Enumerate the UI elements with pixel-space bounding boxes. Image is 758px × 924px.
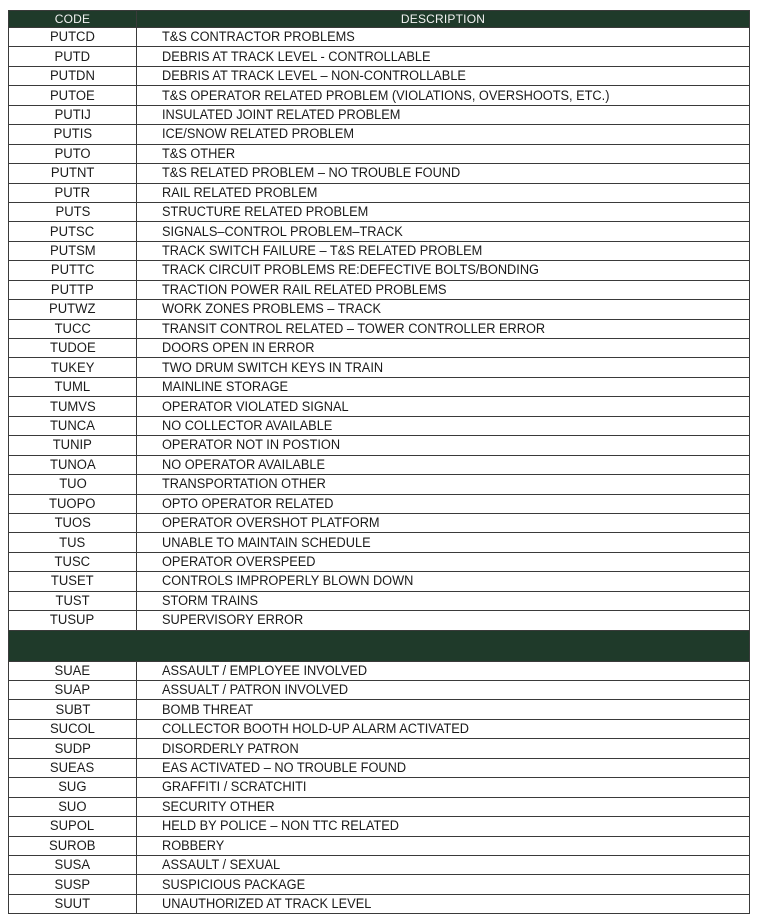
description-cell [137, 377, 750, 396]
table-row [9, 202, 750, 221]
table-row [9, 572, 750, 591]
description-cell [137, 681, 750, 700]
code-cell [9, 572, 137, 591]
description-cell [137, 300, 750, 319]
description-cell [137, 455, 750, 474]
code-text: SUEAS [50, 759, 95, 776]
code-cell [9, 475, 137, 494]
description-cell [137, 533, 750, 552]
code-text: TUOPO [49, 495, 96, 512]
code-text: TUMVS [49, 398, 96, 415]
description-cell [137, 241, 750, 260]
table-row [9, 875, 750, 894]
code-cell [9, 758, 137, 777]
description-cell [137, 611, 750, 630]
code-text: SUG [58, 779, 87, 796]
description-text: OPERATOR OVERSHOT PLATFORM [162, 515, 380, 532]
code-text: TUCC [54, 320, 91, 337]
code-text: TUST [55, 592, 90, 609]
description-cell [137, 778, 750, 797]
table-row [9, 552, 750, 571]
code-text: PUTIJ [54, 106, 91, 123]
table-row [9, 261, 750, 280]
description-cell [137, 719, 750, 738]
code-cell [9, 778, 137, 797]
code-cell [9, 222, 137, 241]
table-row [9, 377, 750, 396]
description-text: RAIL RELATED PROBLEM [162, 184, 318, 201]
code-cell [9, 339, 137, 358]
description-cell [137, 817, 750, 836]
code-cell [9, 358, 137, 377]
description-text: WORK ZONES PROBLEMS – TRACK [162, 301, 382, 318]
description-cell [137, 105, 750, 124]
table-row [9, 436, 750, 455]
code-cell [9, 661, 137, 680]
table-row [9, 661, 750, 680]
description-cell [137, 661, 750, 680]
code-text: TUKEY [50, 359, 95, 376]
code-text: PUTWZ [49, 301, 96, 318]
description-cell [137, 552, 750, 571]
code-text: TUSUP [50, 612, 95, 629]
table-row [9, 47, 750, 66]
code-cell [9, 86, 137, 105]
column-header-code: CODE [9, 11, 137, 28]
code-cell [9, 183, 137, 202]
code-cell [9, 681, 137, 700]
code-text: PUTTC [50, 262, 95, 279]
table-row [9, 280, 750, 299]
code-text: SUDP [54, 740, 91, 757]
table-row [9, 125, 750, 144]
description-cell [137, 797, 750, 816]
description-cell [137, 513, 750, 532]
code-cell [9, 144, 137, 163]
description-text: OPERATOR NOT IN POSTION [162, 437, 341, 454]
code-text: SUSP [54, 876, 91, 893]
table-row [9, 700, 750, 719]
table-row [9, 300, 750, 319]
table-row [9, 778, 750, 797]
description-cell [137, 125, 750, 144]
code-cell [9, 319, 137, 338]
table-row [9, 28, 750, 47]
code-cell [9, 591, 137, 610]
description-text: TRANSPORTATION OTHER [162, 476, 326, 493]
description-text: UNABLE TO MAINTAIN SCHEDULE [162, 534, 371, 551]
description-text: NO OPERATOR AVAILABLE [162, 456, 325, 473]
code-cell [9, 202, 137, 221]
description-cell [137, 436, 750, 455]
code-cell [9, 377, 137, 396]
code-text: SUBT [55, 701, 90, 718]
description-text: T&S OTHER [162, 145, 236, 162]
table-row [9, 681, 750, 700]
description-cell [137, 591, 750, 610]
code-cell [9, 700, 137, 719]
code-cell [9, 533, 137, 552]
code-cell [9, 416, 137, 435]
code-text: PUTO [54, 145, 91, 162]
description-text: SUSPICIOUS PACKAGE [162, 876, 306, 893]
description-text: UNAUTHORIZED AT TRACK LEVEL [162, 896, 372, 913]
code-cell [9, 611, 137, 630]
description-cell [137, 280, 750, 299]
code-text: SUSA [54, 857, 91, 874]
table-row [9, 817, 750, 836]
description-text: NO COLLECTOR AVAILABLE [162, 417, 333, 434]
description-text: BOMB THREAT [162, 701, 254, 718]
code-text: TUNIP [52, 437, 93, 454]
column-header-description: DESCRIPTION [137, 11, 750, 28]
code-cell [9, 855, 137, 874]
description-cell [137, 416, 750, 435]
table-row [9, 836, 750, 855]
code-text: PUTCD [50, 29, 95, 46]
table-row [9, 397, 750, 416]
code-cell [9, 797, 137, 816]
code-text: PUTTP [51, 281, 94, 298]
description-cell [137, 572, 750, 591]
table-row [9, 894, 750, 913]
table-row [9, 86, 750, 105]
description-text: T&S RELATED PROBLEM – NO TROUBLE FOUND [162, 165, 461, 182]
code-cell [9, 817, 137, 836]
description-cell [137, 855, 750, 874]
description-cell [137, 339, 750, 358]
table-row [9, 144, 750, 163]
code-cell [9, 875, 137, 894]
description-text: SECURITY OTHER [162, 798, 275, 815]
table-row [9, 222, 750, 241]
description-text: OPERATOR VIOLATED SIGNAL [162, 398, 349, 415]
code-text: PUTIS [53, 126, 92, 143]
table-row [9, 494, 750, 513]
description-cell [137, 86, 750, 105]
description-text: ICE/SNOW RELATED PROBLEM [162, 126, 355, 143]
description-cell [137, 894, 750, 913]
table-row [9, 416, 750, 435]
code-cell [9, 241, 137, 260]
description-cell [137, 28, 750, 47]
code-text: SUAP [54, 682, 91, 699]
table-row [9, 611, 750, 630]
description-text: CONTROLS IMPROPERLY BLOWN DOWN [162, 573, 414, 590]
section-divider-band [9, 630, 750, 661]
code-cell [9, 280, 137, 299]
table-row [9, 513, 750, 532]
code-text: SUAE [54, 662, 91, 679]
code-text: TUDOE [49, 340, 96, 357]
description-text: T&S OPERATOR RELATED PROBLEM (VIOLATIONS, OVERSHOOTS, ETC.) [162, 87, 610, 104]
code-text: TUOS [54, 515, 91, 532]
table-body [9, 28, 750, 914]
table-row [9, 475, 750, 494]
code-cell [9, 105, 137, 124]
description-cell [137, 222, 750, 241]
code-text: PUTSM [49, 243, 96, 260]
code-cell [9, 300, 137, 319]
description-cell [137, 875, 750, 894]
description-text: TWO DRUM SWITCH KEYS IN TRAIN [162, 359, 384, 376]
code-text: TUNCA [50, 417, 95, 434]
table-row [9, 455, 750, 474]
code-cell [9, 739, 137, 758]
table-row [9, 319, 750, 338]
code-text: PUTDN [50, 68, 95, 85]
code-text: PUTSC [50, 223, 95, 240]
description-text: GRAFFITI / SCRATCHITI [162, 779, 307, 796]
description-cell [137, 202, 750, 221]
code-text: PUTOE [50, 87, 95, 104]
description-cell [137, 700, 750, 719]
code-cell [9, 894, 137, 913]
table-row [9, 105, 750, 124]
table-row [9, 241, 750, 260]
code-cell [9, 66, 137, 85]
code-text: PUTNT [50, 165, 95, 182]
description-text: COLLECTOR BOOTH HOLD-UP ALARM ACTIVATED [162, 721, 469, 738]
description-text: DISORDERLY PATRON [162, 740, 299, 757]
description-text: TRANSIT CONTROL RELATED – TOWER CONTROLLER ERROR [162, 320, 546, 337]
code-text: TUS [59, 534, 86, 551]
description-cell [137, 758, 750, 777]
code-text: PUTS [55, 204, 90, 221]
table-row [9, 719, 750, 738]
code-text: PUTD [54, 48, 91, 65]
table-row [9, 358, 750, 377]
description-cell [137, 183, 750, 202]
description-text: OPTO OPERATOR RELATED [162, 495, 334, 512]
table-header-row [9, 11, 750, 28]
description-text: DOORS OPEN IN ERROR [162, 340, 315, 357]
description-cell [137, 144, 750, 163]
description-text: HELD BY POLICE – NON TTC RELATED [162, 818, 399, 835]
description-cell [137, 47, 750, 66]
table-row [9, 739, 750, 758]
description-text: SIGNALS–CONTROL PROBLEM–TRACK [162, 223, 403, 240]
description-text: DEBRIS AT TRACK LEVEL - CONTROLLABLE [162, 48, 431, 65]
code-cell [9, 164, 137, 183]
description-cell [137, 319, 750, 338]
code-cell [9, 719, 137, 738]
description-text: STORM TRAINS [162, 592, 259, 609]
code-cell [9, 47, 137, 66]
table-row [9, 164, 750, 183]
code-cell [9, 455, 137, 474]
code-cell [9, 494, 137, 513]
table-row [9, 339, 750, 358]
code-cell [9, 513, 137, 532]
code-text: TUML [54, 379, 91, 396]
description-text: TRACK CIRCUIT PROBLEMS RE:DEFECTIVE BOLTS/BONDING [162, 262, 539, 279]
table-row [9, 533, 750, 552]
description-cell [137, 739, 750, 758]
description-cell [137, 475, 750, 494]
code-text: SUROB [49, 837, 96, 854]
code-cell [9, 261, 137, 280]
description-text: T&S CONTRACTOR PROBLEMS [162, 29, 355, 46]
description-cell [137, 358, 750, 377]
description-cell [137, 261, 750, 280]
code-cell [9, 836, 137, 855]
description-text: SUPERVISORY ERROR [162, 612, 304, 629]
code-text: TUSET [51, 573, 94, 590]
table-row [9, 758, 750, 777]
description-cell [137, 397, 750, 416]
table-row [9, 183, 750, 202]
description-text: ROBBERY [162, 837, 225, 854]
description-text: TRACTION POWER RAIL RELATED PROBLEMS [162, 281, 447, 298]
description-text: ASSAULT / SEXUAL [162, 857, 281, 874]
code-text: TUO [58, 476, 87, 493]
code-text: TUNOA [49, 456, 96, 473]
description-text: ASSUALT / PATRON INVOLVED [162, 682, 349, 699]
code-cell [9, 436, 137, 455]
description-text: TRACK SWITCH FAILURE – T&S RELATED PROBLEM [162, 243, 483, 260]
table-row [9, 797, 750, 816]
code-cell [9, 28, 137, 47]
description-text: STRUCTURE RELATED PROBLEM [162, 204, 369, 221]
code-text: TUSC [54, 554, 91, 571]
code-cell [9, 397, 137, 416]
description-text: MAINLINE STORAGE [162, 379, 289, 396]
description-cell [137, 836, 750, 855]
description-text: DEBRIS AT TRACK LEVEL – NON-CONTROLLABLE [162, 68, 466, 85]
code-text: SUUT [54, 896, 91, 913]
description-text: EAS ACTIVATED – NO TROUBLE FOUND [162, 759, 407, 776]
table-row [9, 66, 750, 85]
description-cell [137, 66, 750, 85]
description-cell [137, 164, 750, 183]
code-cell [9, 552, 137, 571]
description-text: INSULATED JOINT RELATED PROBLEM [162, 106, 401, 123]
table-row [9, 855, 750, 874]
code-cell [9, 125, 137, 144]
section-divider-cell [9, 630, 750, 661]
delay-code-table [8, 10, 750, 914]
description-cell [137, 494, 750, 513]
code-text: SUCOL [50, 721, 95, 738]
code-text: SUPOL [50, 818, 95, 835]
table-row [9, 591, 750, 610]
description-text: OPERATOR OVERSPEED [162, 554, 316, 571]
code-text: SUO [58, 798, 87, 815]
code-text: PUTR [54, 184, 91, 201]
description-text: ASSAULT / EMPLOYEE INVOLVED [162, 662, 368, 679]
